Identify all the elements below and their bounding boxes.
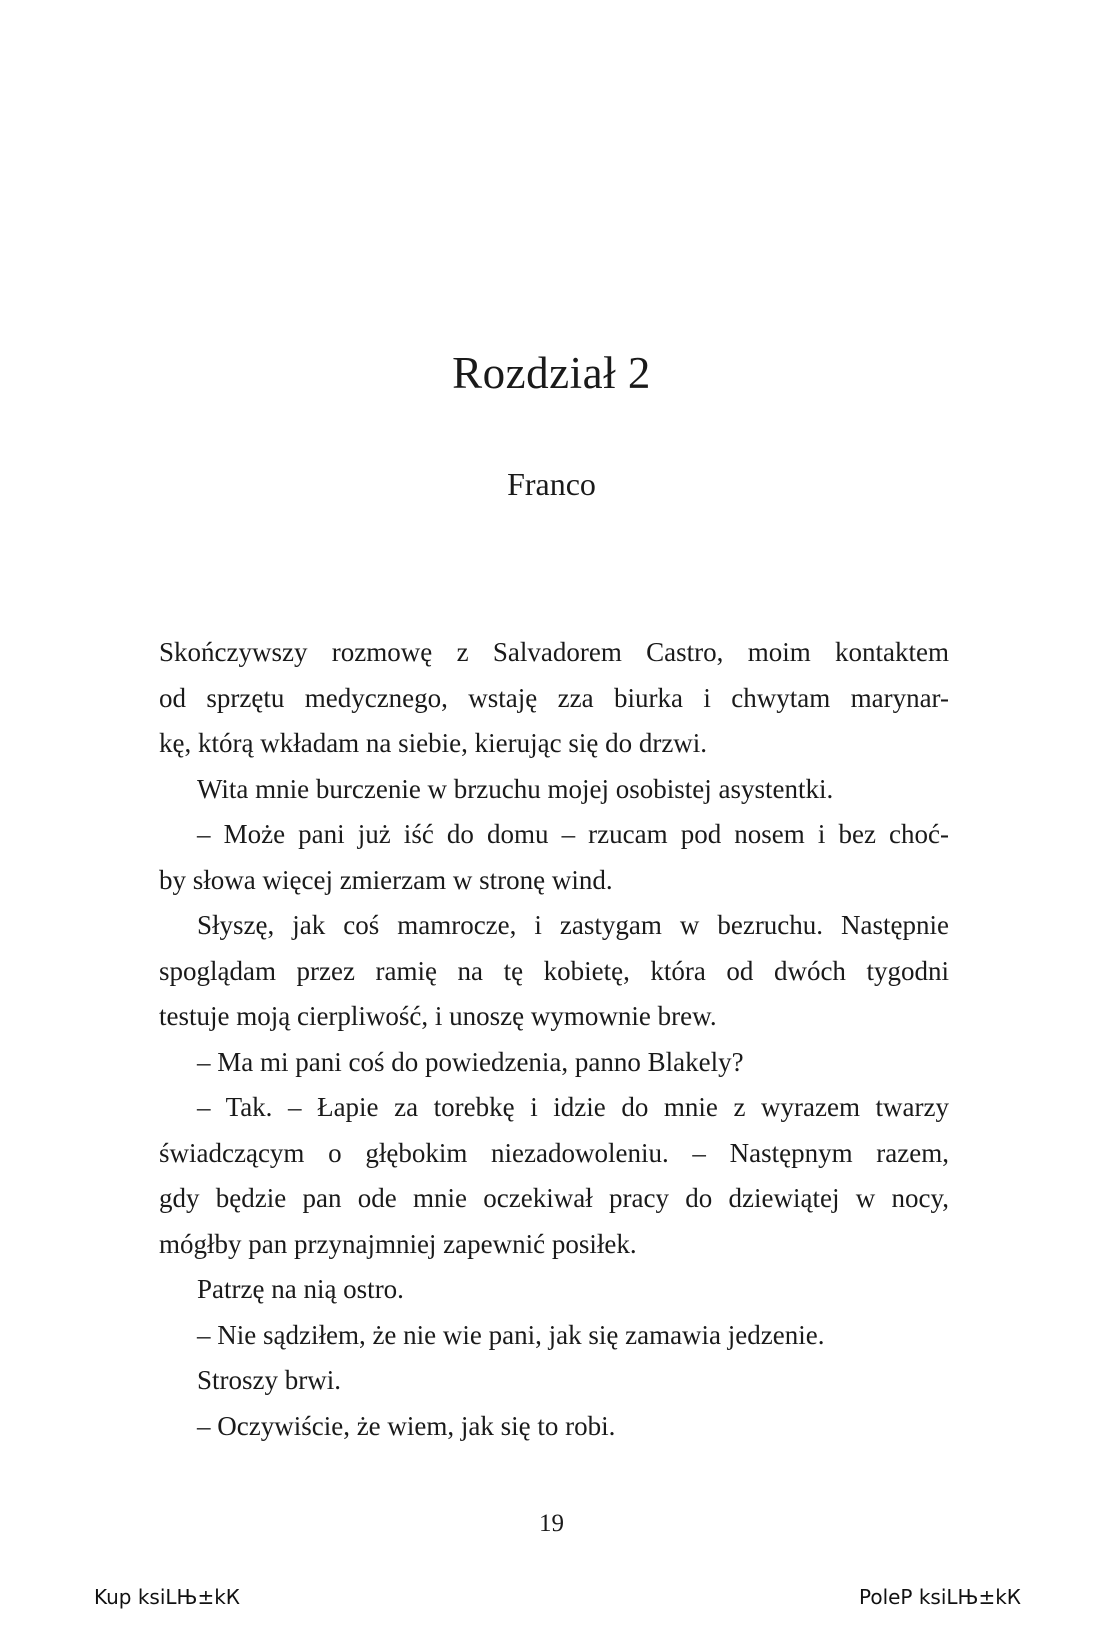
text-line: mógłby pan przynajmniej zapewnić posiłek. (159, 1228, 637, 1259)
text-line: Słyszę, jak coś mamrocze, i zastygam w bezruchu. Następnie (197, 910, 949, 940)
text-line: kę, którą wkładam na siebie, kierując się do drzwi. (159, 728, 708, 758)
text-line: – Może pani już iść do domu – rzucam pod nosem i bez choć- (197, 819, 949, 849)
buy-book-link[interactable]: Kup ksiLЊ±kК (94, 1585, 240, 1609)
chapter-title: Rozdział 2 (452, 348, 651, 398)
body-text (159, 630, 949, 1449)
text-line: od sprzętu medycznego, wstaję zza biurka i chwytam marynar- (159, 682, 949, 713)
text-line: – Ma mi pani coś do powiedzenia, panno Blakely? (197, 1046, 744, 1077)
text-line: – Oczywiście, że wiem, jak się to robi. (197, 1410, 616, 1441)
text-line: Patrzę na nią ostro. (197, 1274, 404, 1304)
recommend-book-link[interactable]: PoleР ksiLЊ±kК (858, 1585, 1021, 1609)
chapter-subtitle: Franco (507, 466, 596, 502)
text-line: – Tak. – Łapie za torebkę i idzie do mnie z wyrazem twarzy (197, 1092, 949, 1122)
text-line: spoglądam przez ramię na tę kobietę, która od dwóch tygodni (159, 955, 949, 986)
text-line: Wita mnie burczenie w brzuchu mojej osobistej asystentki. (197, 773, 834, 804)
text-line: Stroszy brwi. (197, 1365, 341, 1395)
text-line: testuje moją cierpliwość, i unoszę wymownie brew. (159, 1001, 717, 1031)
text-line: Skończywszy rozmowę z Salvadorem Castro, moim kontaktem (159, 637, 949, 667)
text-line: – Nie sądziłem, że nie wie pani, jak się zamawia jedzenie. (197, 1319, 825, 1350)
text-line: świadczącym o głębokim niezadowoleniu. – Następnym razem, (159, 1137, 949, 1168)
text-line: gdy będzie pan ode mnie oczekiwał pracy do dziewiątej w nocy, (159, 1183, 949, 1213)
text-line: by słowa więcej zmierzam w stronę wind. (159, 864, 613, 895)
page-number: 19 (539, 1510, 564, 1537)
